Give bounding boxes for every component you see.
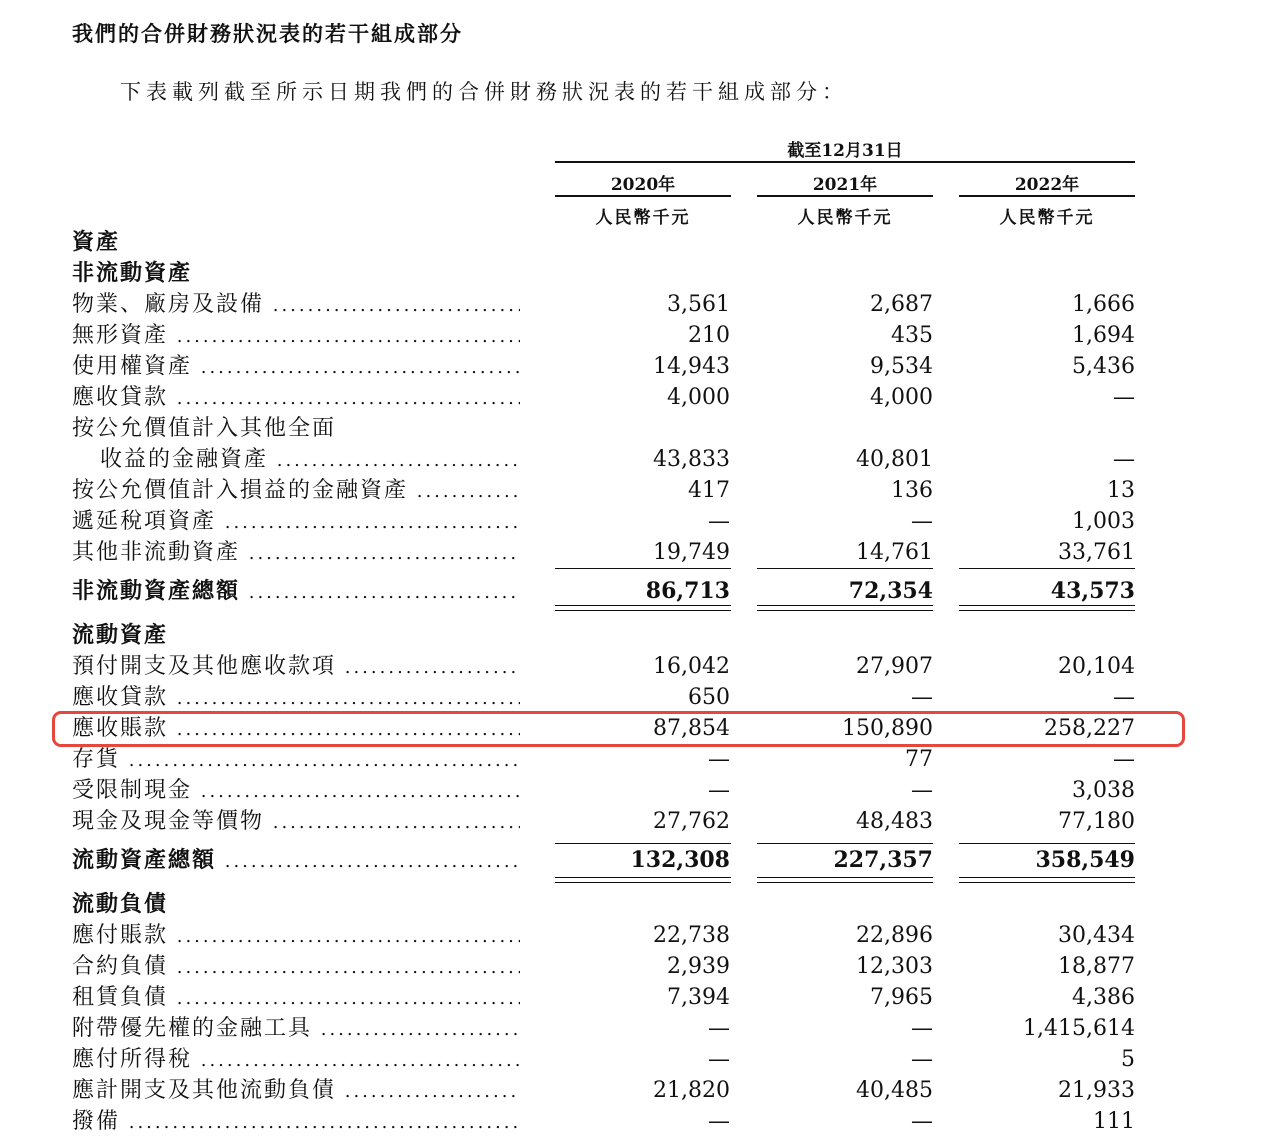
table-row bbox=[0, 920, 1274, 951]
value-2021: — bbox=[911, 1109, 933, 1134]
value-2020: 132,308 bbox=[630, 847, 730, 873]
value-2021: — bbox=[911, 509, 933, 534]
value-2022: 1,694 bbox=[1072, 323, 1135, 348]
value-2020: 4,000 bbox=[667, 385, 730, 410]
value-2022: 13 bbox=[1107, 478, 1135, 503]
value-2020: 21,820 bbox=[653, 1078, 730, 1103]
total-double-rule bbox=[757, 877, 933, 878]
value-2021: 77 bbox=[905, 747, 933, 772]
row-label: 受限制現金 ..... bbox=[72, 775, 520, 806]
table-row bbox=[0, 444, 1274, 475]
table-row bbox=[0, 682, 1274, 713]
table-row bbox=[0, 475, 1274, 506]
value-2021: 12,303 bbox=[856, 954, 933, 979]
value-2020: 19,749 bbox=[653, 540, 730, 565]
total-double-rule bbox=[757, 610, 933, 611]
year-header-2020: 2020年 bbox=[610, 175, 676, 195]
row-label: 使用權資產 ..... bbox=[72, 351, 520, 382]
total-double-rule bbox=[555, 882, 731, 883]
table-row bbox=[0, 258, 1274, 289]
section-heading: 流動資產 bbox=[72, 622, 169, 648]
value-2020: — bbox=[708, 747, 730, 772]
total-double-rule bbox=[959, 605, 1135, 606]
value-2022: — bbox=[1113, 447, 1135, 472]
row-label: 其他非流動資產 ..... bbox=[72, 537, 520, 568]
value-2020: 27,762 bbox=[653, 809, 730, 834]
value-2021: — bbox=[911, 685, 933, 710]
value-2021: 9,534 bbox=[870, 354, 933, 379]
value-2021: 14,761 bbox=[856, 540, 933, 565]
total-double-rule bbox=[555, 610, 731, 611]
value-2020: 86,713 bbox=[645, 578, 730, 604]
value-2021: 48,483 bbox=[856, 809, 933, 834]
table-row bbox=[0, 806, 1274, 837]
value-2020: — bbox=[708, 1109, 730, 1134]
value-2022: 77,180 bbox=[1058, 809, 1135, 834]
value-2021: 227,357 bbox=[833, 847, 933, 873]
value-2021: 136 bbox=[891, 478, 933, 503]
value-2020: 417 bbox=[688, 478, 730, 503]
unit-header-2022: 人民幣千元 bbox=[999, 208, 1095, 228]
table-row bbox=[0, 576, 1274, 607]
value-2021: 40,485 bbox=[856, 1078, 933, 1103]
row-label: 物業、廠房及設備 ..... bbox=[72, 289, 520, 320]
total-double-rule bbox=[959, 882, 1135, 883]
table-row bbox=[0, 889, 1274, 920]
subtotal-rule bbox=[959, 843, 1135, 844]
table-row bbox=[0, 1075, 1274, 1106]
year-underline-2021 bbox=[757, 195, 933, 197]
value-2022: 358,549 bbox=[1035, 847, 1135, 873]
unit-header-2020: 人民幣千元 bbox=[595, 208, 691, 228]
value-2022: — bbox=[1113, 385, 1135, 410]
row-label: 應付所得稅 ..... bbox=[72, 1044, 520, 1075]
value-2020: 7,394 bbox=[667, 985, 730, 1010]
value-2021: 40,801 bbox=[856, 447, 933, 472]
value-2021: 435 bbox=[891, 323, 933, 348]
table-row bbox=[0, 982, 1274, 1013]
table-row bbox=[0, 506, 1274, 537]
year-underline-2020 bbox=[555, 195, 731, 197]
value-2021: 2,687 bbox=[870, 292, 933, 317]
row-label: 預付開支及其他應收款項 ..... bbox=[72, 651, 520, 682]
row-label: 非流動資產總額 ..... bbox=[72, 576, 520, 607]
row-label: 按公允價值計入損益的金融資產 ..... bbox=[72, 475, 520, 506]
value-2021: 150,890 bbox=[842, 716, 933, 741]
table-row bbox=[0, 227, 1274, 258]
table-row bbox=[0, 320, 1274, 351]
table-row bbox=[0, 744, 1274, 775]
section-heading: 流動負債 bbox=[72, 891, 169, 917]
section-heading: 資產 bbox=[72, 229, 121, 255]
row-label: 無形資產 ..... bbox=[72, 320, 520, 351]
year-underline-2022 bbox=[959, 195, 1135, 197]
subtotal-rule bbox=[555, 568, 731, 569]
row-label: 應收貸款 ..... bbox=[72, 382, 520, 413]
total-double-rule bbox=[555, 877, 731, 878]
table-row bbox=[0, 413, 1274, 444]
subtotal-rule bbox=[757, 843, 933, 844]
value-2022: 33,761 bbox=[1058, 540, 1135, 565]
value-2021: 72,354 bbox=[848, 578, 933, 604]
table-row bbox=[0, 1044, 1274, 1075]
row-label: 應收貸款 ..... bbox=[72, 682, 520, 713]
value-2022: 18,877 bbox=[1058, 954, 1135, 979]
row-label: 撥備 ..... bbox=[72, 1106, 520, 1137]
value-2020: 16,042 bbox=[653, 654, 730, 679]
value-2020: — bbox=[708, 1016, 730, 1041]
highlight-box bbox=[52, 711, 1185, 747]
row-label: 租賃負債 ..... bbox=[72, 982, 520, 1013]
subtotal-rule bbox=[757, 568, 933, 569]
value-2020: 2,939 bbox=[667, 954, 730, 979]
row-label: 合約負債 ..... bbox=[72, 951, 520, 982]
as-of-header: 截至12月31日 bbox=[787, 141, 903, 161]
value-2020: — bbox=[708, 778, 730, 803]
row-label: 存貨 ..... bbox=[72, 744, 520, 775]
table-row bbox=[0, 651, 1274, 682]
value-2020: 14,943 bbox=[653, 354, 730, 379]
table-row bbox=[0, 351, 1274, 382]
row-label: 應付賬款 ..... bbox=[72, 920, 520, 951]
subtotal-rule bbox=[959, 568, 1135, 569]
value-2022: 5 bbox=[1121, 1047, 1135, 1072]
value-2021: — bbox=[911, 1047, 933, 1072]
value-2021: — bbox=[911, 778, 933, 803]
table-row bbox=[0, 1106, 1274, 1137]
row-label: 應收賬款 ..... bbox=[72, 713, 520, 744]
value-2022: — bbox=[1113, 685, 1135, 710]
intro-paragraph: 下表載列截至所示日期我們的合併財務狀況表的若干組成部分： bbox=[120, 80, 848, 104]
row-label: 現金及現金等價物 ..... bbox=[72, 806, 520, 837]
table-row bbox=[0, 620, 1274, 651]
table-row bbox=[0, 845, 1274, 876]
section-title: 我們的合併財務狀況表的若干組成部分 bbox=[72, 21, 463, 46]
value-2022: 111 bbox=[1093, 1109, 1135, 1134]
value-2021: 22,896 bbox=[856, 923, 933, 948]
row-label: 流動資產總額 ..... bbox=[72, 845, 520, 876]
year-header-2022: 2022年 bbox=[1014, 175, 1080, 195]
value-2020: — bbox=[708, 509, 730, 534]
value-2020: 3,561 bbox=[667, 292, 730, 317]
table-row bbox=[0, 951, 1274, 982]
row-label: 遞延稅項資產 ..... bbox=[72, 506, 520, 537]
value-2022: 1,666 bbox=[1072, 292, 1135, 317]
value-2022: 3,038 bbox=[1072, 778, 1135, 803]
table-row bbox=[0, 1013, 1274, 1044]
row-label: 應計開支及其他流動負債 ..... bbox=[72, 1075, 520, 1106]
value-2020: 22,738 bbox=[653, 923, 730, 948]
value-2022: 1,415,614 bbox=[1023, 1016, 1135, 1041]
subtotal-rule bbox=[555, 843, 731, 844]
value-2020: — bbox=[708, 1047, 730, 1072]
value-2020: 87,854 bbox=[653, 716, 730, 741]
table-row bbox=[0, 382, 1274, 413]
year-header-2021: 2021年 bbox=[812, 175, 878, 195]
value-2022: 43,573 bbox=[1050, 578, 1135, 604]
value-2022: 5,436 bbox=[1072, 354, 1135, 379]
value-2020: 210 bbox=[688, 323, 730, 348]
as-of-underline bbox=[555, 161, 1135, 163]
table-row bbox=[0, 775, 1274, 806]
value-2020: 43,833 bbox=[653, 447, 730, 472]
value-2021: — bbox=[911, 1016, 933, 1041]
total-double-rule bbox=[959, 610, 1135, 611]
total-double-rule bbox=[757, 882, 933, 883]
value-2022: 21,933 bbox=[1058, 1078, 1135, 1103]
value-2021: 27,907 bbox=[856, 654, 933, 679]
section-heading: 非流動資產 bbox=[72, 260, 193, 286]
value-2022: 258,227 bbox=[1044, 716, 1135, 741]
value-2022: 30,434 bbox=[1058, 923, 1135, 948]
row-label: 收益的金融資產 ..... bbox=[100, 444, 520, 475]
unit-header-2021: 人民幣千元 bbox=[797, 208, 893, 228]
value-2022: 4,386 bbox=[1072, 985, 1135, 1010]
value-2020: 650 bbox=[688, 685, 730, 710]
table-row bbox=[0, 289, 1274, 320]
total-double-rule bbox=[959, 877, 1135, 878]
value-2022: — bbox=[1113, 747, 1135, 772]
value-2021: 4,000 bbox=[870, 385, 933, 410]
row-label: 附帶優先權的金融工具 ..... bbox=[72, 1013, 520, 1044]
total-double-rule bbox=[555, 605, 731, 606]
value-2022: 20,104 bbox=[1058, 654, 1135, 679]
value-2022: 1,003 bbox=[1072, 509, 1135, 534]
total-double-rule bbox=[757, 605, 933, 606]
table-row bbox=[0, 537, 1274, 568]
value-2021: 7,965 bbox=[870, 985, 933, 1010]
row-label: 按公允價值計入其他全面 bbox=[72, 416, 337, 441]
